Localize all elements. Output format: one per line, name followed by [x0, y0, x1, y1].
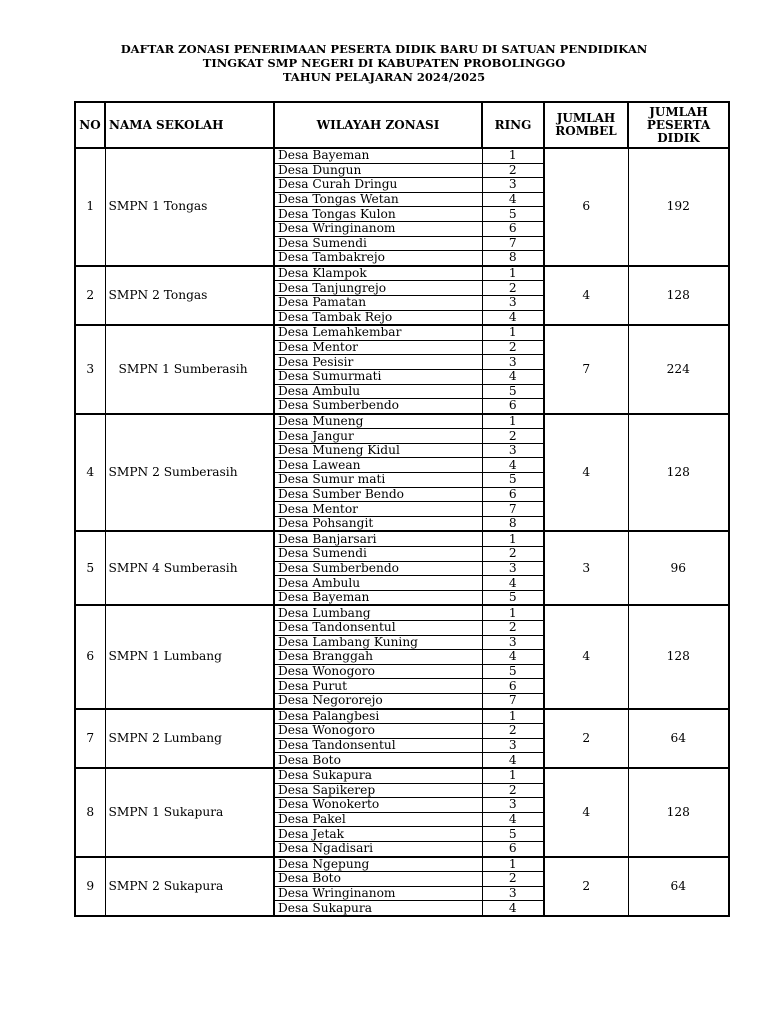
zone-ring: 2 [482, 872, 544, 887]
zone-village: Desa Jetak [274, 827, 482, 842]
zone-ring: 2 [482, 724, 544, 739]
school-name: SMPN 2 Sukapura [105, 857, 274, 916]
zone-village: Desa Klampok [274, 266, 482, 281]
jumlah-rombel: 2 [544, 857, 628, 916]
zone-ring: 3 [482, 561, 544, 576]
header-nama-sekolah: NAMA SEKOLAH [105, 102, 274, 148]
zone-village: Desa Tandonsentul [274, 621, 482, 636]
school-number: 5 [75, 531, 105, 605]
school-name: SMPN 2 Lumbang [105, 709, 274, 768]
table-body [75, 148, 729, 916]
zone-village: Desa Curah Dringu [274, 178, 482, 193]
zone-ring: 8 [482, 516, 544, 531]
jumlah-rombel: 4 [544, 605, 628, 708]
table-row [75, 414, 729, 429]
zone-village: Desa Lambang Kuning [274, 635, 482, 650]
zone-village: Desa Palangbesi [274, 709, 482, 724]
school-number: 4 [75, 414, 105, 532]
school-number: 3 [75, 325, 105, 414]
zone-village: Desa Pamatan [274, 295, 482, 310]
zone-ring: 4 [482, 650, 544, 665]
zone-village: Desa Tambakrejo [274, 251, 482, 266]
zone-village: Desa Lemahkembar [274, 325, 482, 340]
zone-village: Desa Boto [274, 753, 482, 768]
zone-ring: 1 [482, 857, 544, 872]
zone-ring: 4 [482, 576, 544, 591]
zone-ring: 6 [482, 841, 544, 856]
school-name: SMPN 1 Sumberasih [105, 325, 274, 414]
zone-village: Desa Jangur [274, 429, 482, 444]
zone-ring: 3 [482, 295, 544, 310]
zone-village: Desa Bayeman [274, 148, 482, 163]
jumlah-peserta-didik: 128 [628, 414, 729, 532]
zone-ring: 1 [482, 325, 544, 340]
zone-village: Desa Ngepung [274, 857, 482, 872]
zone-village: Desa Tanjungrejo [274, 281, 482, 296]
jumlah-peserta-didik: 128 [628, 605, 729, 708]
school-number: 8 [75, 768, 105, 857]
zone-ring: 5 [482, 207, 544, 222]
jumlah-peserta-didik: 128 [628, 266, 729, 325]
zone-village: Desa Ngadisari [274, 841, 482, 856]
zone-ring: 6 [482, 679, 544, 694]
zone-village: Desa Sumendi [274, 547, 482, 562]
title-line-1: DAFTAR ZONASI PENERIMAAN PESERTA DIDIK BARU DI SATUAN PENDIDIKAN [120, 42, 648, 56]
zone-village: Desa Ambulu [274, 384, 482, 399]
jumlah-rombel: 6 [544, 148, 628, 266]
zone-village: Desa Ambulu [274, 576, 482, 591]
zone-ring: 3 [482, 886, 544, 901]
zone-ring: 1 [482, 531, 544, 546]
school-number: 2 [75, 266, 105, 325]
table-row [75, 709, 729, 724]
zone-ring: 1 [482, 148, 544, 163]
zone-village: Desa Negororejo [274, 693, 482, 708]
zone-village: Desa Pesisir [274, 355, 482, 370]
zone-village: Desa Sumurmati [274, 369, 482, 384]
school-name: SMPN 1 Lumbang [105, 605, 274, 708]
header-jumlah-peserta-didik: JUMLAH PESERTA DIDIK [628, 102, 729, 148]
zone-ring: 7 [482, 502, 544, 517]
zone-village: Desa Mentor [274, 340, 482, 355]
zone-ring: 5 [482, 590, 544, 605]
zone-village: Desa Purut [274, 679, 482, 694]
table-row [75, 605, 729, 620]
jumlah-rombel: 7 [544, 325, 628, 414]
zonasi-table [74, 101, 730, 917]
jumlah-peserta-didik: 192 [628, 148, 729, 266]
title-line-2: TINGKAT SMP NEGERI DI KABUPATEN PROBOLINGGO [202, 56, 566, 70]
zone-ring: 6 [482, 487, 544, 502]
zone-village: Desa Pohsangit [274, 516, 482, 531]
zone-village: Desa Sumberbendo [274, 399, 482, 414]
jumlah-peserta-didik: 128 [628, 768, 729, 857]
school-number: 6 [75, 605, 105, 708]
table-header-row [75, 102, 729, 148]
zone-village: Desa Sumendi [274, 236, 482, 251]
header-wilayah-zonasi: WILAYAH ZONASI [274, 102, 482, 148]
zone-village: Desa Muneng [274, 414, 482, 429]
zone-village: Desa Wonogoro [274, 664, 482, 679]
zone-village: Desa Sapikerep [274, 783, 482, 798]
school-number: 7 [75, 709, 105, 768]
zone-ring: 5 [482, 473, 544, 488]
table-row [75, 148, 729, 163]
zone-ring: 7 [482, 693, 544, 708]
zone-village: Desa Bayeman [274, 590, 482, 605]
header-no: NO [75, 102, 105, 148]
zone-village: Desa Sumur mati [274, 473, 482, 488]
jumlah-peserta-didik: 224 [628, 325, 729, 414]
jumlah-rombel: 4 [544, 266, 628, 325]
zone-ring: 2 [482, 547, 544, 562]
table-row [75, 325, 729, 340]
jumlah-rombel: 3 [544, 531, 628, 605]
jumlah-peserta-didik: 96 [628, 531, 729, 605]
table-row [75, 857, 729, 872]
zone-village: Desa Wonogoro [274, 724, 482, 739]
jumlah-peserta-didik: 64 [628, 709, 729, 768]
zone-village: Desa Muneng Kidul [274, 443, 482, 458]
zone-village: Desa Dungun [274, 163, 482, 178]
zone-ring: 3 [482, 798, 544, 813]
zone-ring: 5 [482, 384, 544, 399]
zone-village: Desa Mentor [274, 502, 482, 517]
zone-ring: 4 [482, 753, 544, 768]
zone-ring: 5 [482, 827, 544, 842]
table-row [75, 266, 729, 281]
zone-ring: 1 [482, 605, 544, 620]
table-row [75, 531, 729, 546]
zone-ring: 7 [482, 236, 544, 251]
zone-village: Desa Wringinanom [274, 221, 482, 236]
zone-ring: 6 [482, 399, 544, 414]
header-ring: RING [482, 102, 544, 148]
zone-ring: 3 [482, 443, 544, 458]
zone-ring: 1 [482, 768, 544, 783]
school-name: SMPN 2 Sumberasih [105, 414, 274, 532]
title-line-3: TAHUN PELAJARAN 2024/2025 [282, 70, 486, 84]
zone-ring: 2 [482, 163, 544, 178]
zone-ring: 2 [482, 429, 544, 444]
school-name: SMPN 4 Sumberasih [105, 531, 274, 605]
jumlah-peserta-didik: 64 [628, 857, 729, 916]
zone-ring: 5 [482, 664, 544, 679]
zone-ring: 2 [482, 340, 544, 355]
zone-village: Desa Wonokerto [274, 798, 482, 813]
school-number: 9 [75, 857, 105, 916]
school-name: SMPN 1 Tongas [105, 148, 274, 266]
table-row [75, 768, 729, 783]
zone-village: Desa Banjarsari [274, 531, 482, 546]
jumlah-rombel: 2 [544, 709, 628, 768]
zone-ring: 3 [482, 738, 544, 753]
zone-village: Desa Pakel [274, 812, 482, 827]
zone-ring: 3 [482, 635, 544, 650]
zone-ring: 4 [482, 812, 544, 827]
zone-ring: 8 [482, 251, 544, 266]
zone-ring: 6 [482, 221, 544, 236]
zone-village: Desa Boto [274, 872, 482, 887]
school-number: 1 [75, 148, 105, 266]
zone-village: Desa Tongas Wetan [274, 192, 482, 207]
zone-ring: 2 [482, 621, 544, 636]
zone-ring: 4 [482, 310, 544, 325]
zone-ring: 3 [482, 355, 544, 370]
school-name: SMPN 2 Tongas [105, 266, 274, 325]
header-jumlah-rombel: JUMLAH ROMBEL [544, 102, 628, 148]
zone-village: Desa Sumberbendo [274, 561, 482, 576]
jumlah-rombel: 4 [544, 414, 628, 532]
zone-ring: 3 [482, 178, 544, 193]
zone-ring: 4 [482, 192, 544, 207]
zone-ring: 4 [482, 458, 544, 473]
zone-ring: 2 [482, 783, 544, 798]
zone-ring: 1 [482, 266, 544, 281]
zone-ring: 1 [482, 709, 544, 724]
zone-village: Desa Tongas Kulon [274, 207, 482, 222]
zone-ring: 2 [482, 281, 544, 296]
zone-village: Desa Tambak Rejo [274, 310, 482, 325]
zone-village: Desa Lawean [274, 458, 482, 473]
zone-village: Desa Sukapura [274, 768, 482, 783]
zone-village: Desa Lumbang [274, 605, 482, 620]
jumlah-rombel: 4 [544, 768, 628, 857]
zone-ring: 4 [482, 369, 544, 384]
zone-ring: 4 [482, 901, 544, 916]
school-name: SMPN 1 Sukapura [105, 768, 274, 857]
zone-village: Desa Wringinanom [274, 886, 482, 901]
zone-ring: 1 [482, 414, 544, 429]
zone-village: Desa Branggah [274, 650, 482, 665]
zone-village: Desa Sukapura [274, 901, 482, 916]
zone-village: Desa Tandonsentul [274, 738, 482, 753]
zone-village: Desa Sumber Bendo [274, 487, 482, 502]
